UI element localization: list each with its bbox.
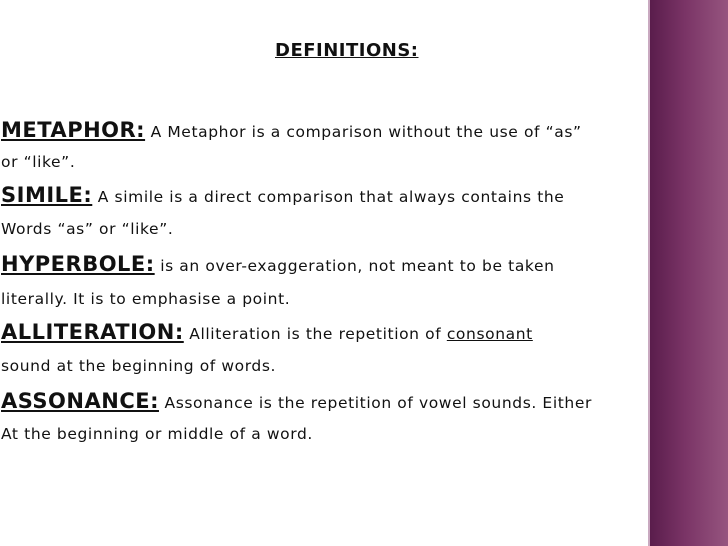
term-hyperbole: HYPERBOLE:	[1, 252, 155, 276]
definition-continuation: Words “as” or “like”.	[1, 220, 174, 238]
definition-text: A Metaphor is a comparison without the use of “as”	[145, 123, 582, 141]
definition-metaphor	[1, 118, 651, 142]
definition-assonance	[1, 389, 651, 413]
definition-simile	[1, 183, 651, 207]
slide-title: DEFINITIONS:	[275, 40, 419, 61]
definition-text: is an over-exaggeration, not meant to be taken	[154, 257, 555, 275]
term-metaphor: METAPHOR:	[1, 118, 146, 142]
definition-text: A simile is a direct comparison that always contains the	[92, 188, 565, 206]
decorative-side-band	[650, 0, 728, 546]
definition-continuation: sound at the beginning of words.	[1, 357, 277, 375]
consonant-link: consonant	[446, 325, 533, 343]
definition-continuation: literally. It is to emphasise a point.	[1, 290, 291, 308]
definition-hyperbole	[1, 252, 651, 276]
term-assonance: ASSONANCE:	[1, 389, 159, 413]
definition-text: Assonance is the repetition of vowel sounds. Either	[158, 394, 592, 412]
term-simile: SIMILE:	[1, 183, 93, 207]
definition-text: Alliteration is the repetition of	[183, 325, 447, 343]
definition-alliteration	[1, 320, 651, 344]
definition-continuation: or “like”.	[1, 153, 76, 171]
term-alliteration: ALLITERATION:	[1, 320, 184, 344]
definition-continuation: At the beginning or middle of a word.	[1, 425, 313, 443]
